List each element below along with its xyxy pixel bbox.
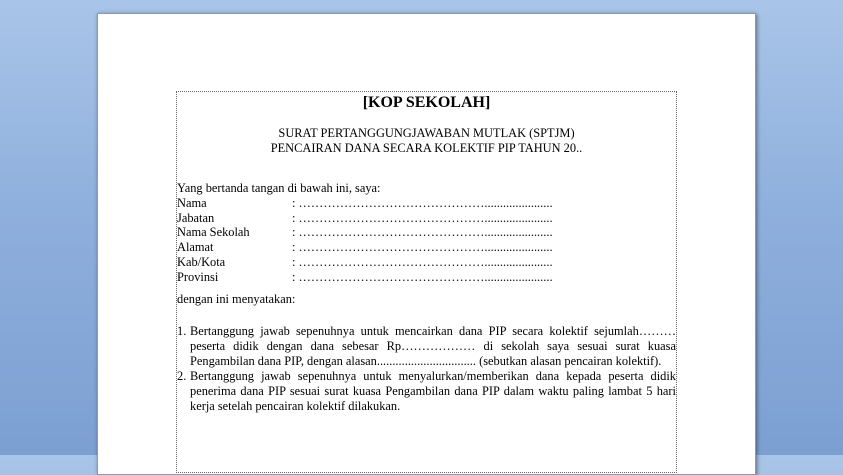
list-item-text: Bertanggung jawab sepenuhnya untuk mencairkan dana PIP secara kolektif sejumlah……… peserta didik dengan dana sebesar Rp……………… di sekolah saya sesuai surat kuasa Pengambilan dana PIP, dengan alasan................................ (sebutkan alasan pencairan kolektif). [190, 324, 676, 369]
field-kab-kota [177, 255, 676, 270]
field-value: : ………………………………………...................... [292, 269, 553, 284]
field-value: : ………………………………………...................... [292, 254, 553, 269]
field-label: Provinsi [177, 269, 219, 284]
field-label: Kab/Kota [177, 254, 226, 269]
field-provinsi [177, 270, 676, 285]
field-label: Jabatan [177, 210, 215, 225]
field-value: : ………………………………………...................... [292, 196, 553, 210]
kop-sekolah-heading: [KOP SEKOLAH] [362, 94, 491, 111]
field-value: : ………………………………………...................... [292, 210, 553, 225]
list-item [177, 369, 676, 414]
intro-text: Yang bertanda tangan di bawah ini, saya: [177, 181, 381, 195]
field-value: : ………………………………………...................... [292, 225, 553, 240]
field-value: : ………………………………………...................... [292, 240, 553, 255]
field-label: Nama Sekolah [177, 225, 250, 240]
letter-title-line2: PENCAIRAN DANA SECARA KOLEKTIF PIP TAHUN 20.. [270, 141, 583, 155]
field-nama-sekolah [177, 225, 676, 240]
field-alamat [177, 240, 676, 255]
letter-text-box[interactable] [176, 91, 677, 473]
document-page[interactable] [97, 13, 756, 475]
statement-list [177, 324, 676, 414]
list-item-number: 2. [177, 369, 187, 384]
field-label: Nama [177, 196, 207, 210]
field-label: Alamat [177, 240, 214, 255]
letter-title-line1: SURAT PERTANGGUNGJAWABAN MUTLAK (SPTJM) [278, 126, 575, 140]
field-jabatan [177, 211, 676, 226]
field-nama [177, 196, 676, 211]
statement-text: dengan ini menyatakan: [177, 292, 296, 307]
list-item-text: Bertanggung jawab sepenuhnya untuk menyalurkan/memberikan dana kepada peserta didik penerima dana PIP sesuai surat kuasa Pengambilan dana PIP dalam waktu paling lambat 5 hari kerja setelah pencairan kolektif dilakukan. [190, 369, 676, 414]
list-item-number: 1. [177, 324, 187, 339]
list-item [177, 324, 676, 369]
